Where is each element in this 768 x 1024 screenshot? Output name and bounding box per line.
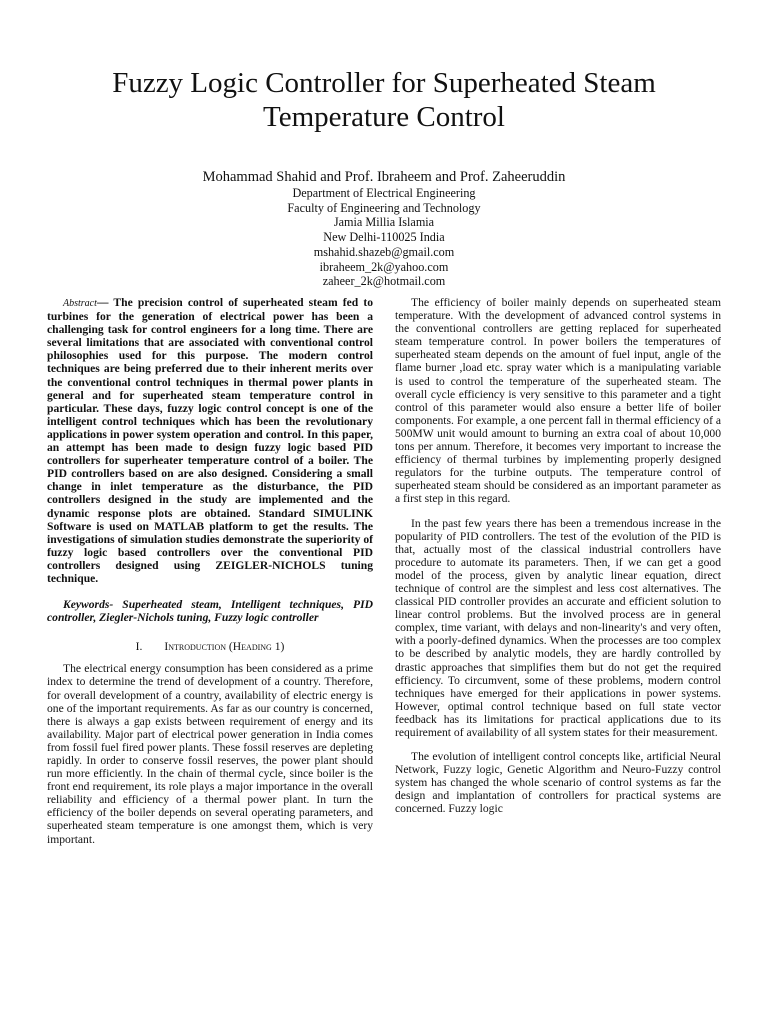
affiliation-faculty: Faculty of Engineering and Technology xyxy=(287,200,481,215)
affiliation-department: Department of Electrical Engineering xyxy=(292,186,476,200)
email-zaheer: zaheer_2k@hotmail.com xyxy=(322,274,446,289)
section-title: Introduction (Heading 1) xyxy=(164,640,285,654)
affiliation-university: Jamia Millia Islamia xyxy=(333,215,435,230)
paper-title: Fuzzy Logic Controller for Superheated Steam Temperature Control xyxy=(112,67,656,133)
body-paragraph-2: In the past few years there has been a tremendous increase in the popularity of PID controllers. The test of the evolution of the PID is that, actually most of the classical industrial controllers have procedure to automate its parameters. Then, if we can get a good model of the process, given by analytic linear equation, direct technique of control are the simplest and less cost alternatives. The classical PID controller provides an accurate and efficient solution to linear control problems. But the involved process are in general complex, time variant, with delays and non-linearity's and very often, with a poorly-defined dynamics. When the processes are too complex to be described by analytic models, they are hardly controlled by drastic approaches that simplifies them but do not get the required efficiency. To circumvent, some of these problems, modern control techniques have emerged for their applications in power systems. However, optimal control technique based on full state vector feedback has its limitations for practical applications due to its requirement of availability of all system states for their measurement. xyxy=(395,516,721,739)
abstract-dash: — xyxy=(96,296,109,309)
section-number: I. xyxy=(135,640,143,654)
abstract-label: Abstract xyxy=(63,298,97,309)
right-column xyxy=(395,296,721,827)
author-list: Mohammad Shahid and Prof. Ibraheem and Prof. Zaheeruddin xyxy=(202,169,566,185)
section-heading xyxy=(47,640,373,653)
body-paragraph-1: The efficiency of boiler mainly depends on superheated steam temperature. With the development of advanced control systems in the conventional controllers are getting replaced for superheated steam temperature control. In power boilers the temperatures of superheated steam depends on the amount of fuel input, angle of the flame burner ,load etc. spray water which is a manipulating variable is used to control the temperature of the superheated steam. The overall cycle efficiency is very sensitive to this parameter and a tight control of this parameter would also ensure a better life of boiler components. For example, a one percent fall in thermal efficiency of a 500MW unit would amount to burning an extra coal of about 10,000 tons per annum. Therefore, it becomes very important to increase the efficiency of thermal turbines by implementing properly designed regulators for the turbine outputs. The temperature control of superheated steam should be considered as an important parameter as a first step in this regard. xyxy=(395,296,721,506)
abstract-text: The precision control of superheated steam fed to turbines for the generation of electrical power has been a challenging task for control engineers for a long time. There are several limitations that are associated with conventional control philosophies used for this purpose. The modern control techniques are being preferred due to their inherent merits over the conventional control techniques in thermal power plants in general and for superheated steam temperature control in particular. These days, fuzzy logic control concept is one of the intelligent control techniques which has been the revolutionary applications in power system operation and control. In this paper, an attempt has been made to design fuzzy logic based PID controllers for superheater temperature control of a boiler. The PID controllers based on are also designed. Considering a small change in inlet temperature as the disturbance, the PID controllers designed in the study are implemented and the dynamic response plots are obtained. Standard SIMULINK Software is used on MATLAB platform to get the results. The investigations of simulation studies demonstrate the superiority of fuzzy logic based controllers over the conventional PID controllers designed using ZEIGLER-NICHOLS tuning technique. xyxy=(47,296,373,585)
left-column xyxy=(47,296,373,857)
intro-paragraph-1: The electrical energy consumption has been considered as a prime index to determine the trend of development of a country. Therefore, for overall development of a country, availability of electric energy is one of the important requirements. As far as our country is concerned, there is always a gap exists between requirement of energy and its availability. Major part of electrical power generation in India comes from fossil fuel fired power plants. These fossil reserves are depleting rapidly. In order to conserve fossil reserves, the power plant should run more efficiently. In the chain of thermal cycle, since boiler is the front end requirement, its role plays a major importance in the overall reliability and efficiency of a thermal power plant. In turn the efficiency of the boiler depends on several operating parameters, and superheated steam temperature is one amongst them, which is very important. xyxy=(47,662,373,846)
keywords: Keywords- Superheated steam, Intelligent techniques, PID controller, Ziegler-Nichols tuning, Fuzzy logic controller xyxy=(47,598,373,625)
affiliation-city: New Delhi-110025 India xyxy=(323,230,445,245)
abstract-paragraph xyxy=(47,296,373,585)
email-shahid: mshahid.shazeb@gmail.com xyxy=(313,244,455,259)
email-ibraheem: ibraheem_2k@yahoo.com xyxy=(319,259,449,274)
body-paragraph-3: The evolution of intelligent control concepts like, artificial Neural Network, Fuzzy logic, Genetic Algorithm and Neuro-Fuzzy control system has changed the whole scenario of control systems as far the design and implantation of controllers for practical systems are concerned. Fuzzy logic xyxy=(395,750,721,816)
affiliation-block xyxy=(40,186,728,289)
